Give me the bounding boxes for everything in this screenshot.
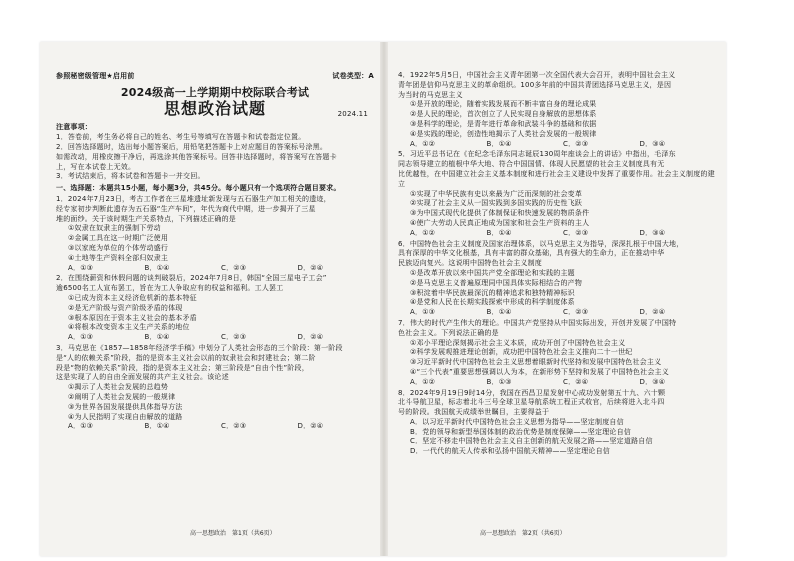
page-fold [380, 42, 388, 556]
question [56, 274, 374, 343]
question-stem: 7．伟大的时代产生伟大的理论。中国共产党坚持从中国实际出发，开创并发展了中国特 [398, 318, 677, 327]
question-stem: 为当时的马克思主义 [398, 90, 463, 99]
question-option: ②是马克思主义普遍原理同中国具体实际相结合的产物 [410, 278, 583, 287]
subject-title-row [56, 98, 374, 118]
answer-choice: C．②③ [563, 308, 589, 317]
question-option: C．坚定不移走中国特色社会主义自主创新的航天发展之路——坚定道路自信 [410, 437, 653, 446]
answer-choices [56, 264, 374, 274]
question-stem: 号的阶段。我国航天成绩举世瞩目，主要得益于 [398, 408, 550, 417]
question-option: B．党的领导和新型举国体制的政治优势是制度保障——坚定理论自信 [410, 427, 632, 436]
answer-choice: A．①② [410, 377, 436, 386]
question-stem: 青年团是信仰马克思主义的革命组织。100多年前的中国共青团选择马克思主义，是因 [398, 80, 672, 89]
instructions-heading: 注意事项： [56, 123, 92, 132]
question-option: ①是开放的理论，随着实践发展而不断丰富自身的理论成果 [410, 100, 597, 109]
question [398, 71, 716, 149]
answer-choice: D．②④ [639, 308, 666, 317]
answer-choice: B．①④ [486, 228, 512, 237]
answer-choice: D．②④ [297, 333, 324, 342]
question [56, 344, 374, 432]
answer-choice: A．①③ [68, 263, 94, 272]
question-option: A．以习近平新时代中国特色社会主义思想为指导——坚定制度自信 [410, 417, 624, 426]
question-option: ③为世界各国发展提供具体指导方法 [68, 402, 183, 411]
answer-choice: A．①③ [68, 333, 94, 342]
question-stem: 4．1922年5月5日，中国社会主义青年团第一次全国代表大会召开，表明中国社会主义 [398, 71, 676, 79]
answer-choice: D．③④ [639, 139, 666, 148]
answer-choice: D．②④ [297, 422, 324, 431]
question-option: ③以家庭为单位的个体劳动盛行 [68, 243, 169, 252]
question-stem: 8．2024年9月19日9时14分，我国在西昌卫星发射中心成功发射第五十九、六十颗 [398, 388, 666, 397]
answer-choices [398, 140, 716, 150]
footer-right: 高一思想政治 第2页（共6页） [480, 530, 566, 537]
answer-choice: A．①② [410, 139, 436, 148]
instructions [56, 123, 374, 182]
question-stem: 3．马克思在《1857—1858年经济学手稿》中划分了人类社会形态的三个阶段：第一阶段 [56, 343, 343, 352]
right-questions [398, 71, 716, 457]
answer-choices [398, 378, 716, 388]
question-stem: 堆的面纱。关于该时期生产关系特点，下列描述正确的是 [56, 214, 236, 223]
question [398, 150, 716, 238]
question-option: ④使广大劳动人民真正地成为国家和社会生产资料的主人 [410, 218, 590, 227]
answer-choice: C．②③ [221, 333, 247, 342]
page-left [56, 72, 374, 432]
question-stem: 2．在围绕薪资和休假问题的谈判破裂后，2024年7月8日，韩国“全国三星电子工会” [56, 274, 327, 283]
instruction-line: 3．考试结束后，将本试卷和答题卡一并交回。 [56, 172, 205, 181]
answer-choice: B．①④ [144, 333, 170, 342]
question-option: ②金属工具在这一时期广泛使用 [68, 234, 169, 243]
question-stem: 这是实现了人的自由全面发展的共产主义社会。该论述 [56, 373, 229, 382]
section-heading: 一、选择题：本题共15小题，每小题3分，共45分。每小题只有一个选项符合题目要求。 [56, 184, 341, 193]
question-option: ①揭示了人类社会发展的总趋势 [68, 383, 169, 392]
question-stem: 同志领导建立的植根中华大地、符合中国国情、体现人民愿望的社会主义制度具有无 [398, 160, 665, 169]
question-stem: 色社会主义。下列说法正确的是 [398, 328, 499, 337]
answer-choice: C．②③ [563, 228, 589, 237]
question [398, 319, 716, 388]
question-option: ③积淀着中华民族最深沉的精神追求和独特精神标识 [410, 288, 575, 297]
answer-choice: B．①④ [486, 139, 512, 148]
answer-choices [56, 422, 374, 432]
instruction-line: 如需改动，用橡皮擦干净后，再选涂其他答案标号。回答非选择题时，将答案写在答题卡 [56, 152, 337, 161]
left-questions [56, 195, 374, 432]
answer-choice: D．③④ [639, 228, 666, 237]
question-option: ②阐明了人类社会发展的一般规律 [68, 392, 176, 401]
question-stem: 经专家初步判断此遗存为五石器“生产车间”，年代为商代中期，进一步揭开了三星 [56, 204, 316, 213]
question-option: ③是科学的理论，是青年进行革命和武装斗争的基础和依据 [410, 119, 597, 128]
question-option: ④为人民指明了实现自由解放的道路 [68, 412, 183, 421]
answer-choices [398, 308, 716, 318]
question-option: ③为中国式现代化提供了体制保证和快速发展的物质条件 [410, 209, 590, 218]
answer-choice: A．①② [410, 228, 436, 237]
question-option: ③习近平新时代中国特色社会主义思想着眼新时代坚持和发展中国特色社会主义 [410, 358, 662, 367]
answer-choice: C．②④ [563, 377, 589, 386]
answer-choice: C．②③ [563, 139, 589, 148]
page-header [56, 72, 374, 82]
question-stem: 具有深厚的中华文化根基，具有丰富的群众基础，具有强大的生命力，正在推动中华 [398, 249, 665, 258]
question [398, 389, 716, 458]
question-option: ④是实践的理论，创造性地揭示了人类社会发展的一般规律 [410, 129, 597, 138]
question [398, 240, 716, 318]
question-stem: 5．习近平总书记在《在纪念毛泽东同志诞辰130周年座谈会上的讲话》中指出，毛泽东 [398, 150, 676, 159]
question-option: D．一代代的航天人传承和弘扬中国航天精神——坚定理论自信 [410, 447, 610, 456]
question-option: ④土地等生产资料全部归奴隶主 [68, 253, 169, 262]
instruction-line: 1．答卷前，考生务必将自己的姓名、考生号等填写在答题卡和试卷指定位置。 [56, 133, 306, 142]
answer-choice: B．①④ [144, 263, 170, 272]
question-stem: 段是“物的依赖关系”阶段，指的是资本主义社会；第三阶段是“自由个性”阶段， [56, 363, 309, 372]
answer-choices [398, 229, 716, 239]
exam-title: 2024级高一上学期期中校际联合考试 [120, 85, 310, 99]
question-stem: 是“人的依赖关系”阶段，指的是资本主义社会以前的奴隶社会和封建社会；第二阶 [56, 353, 316, 362]
page-right [398, 70, 716, 457]
question-option: ④将根本改变资本主义生产关系的地位 [68, 323, 190, 332]
answer-choices [56, 333, 374, 343]
answer-choice: B．①④ [486, 308, 512, 317]
instruction-line: 上，写在本试卷上无效。 [56, 162, 136, 171]
question [56, 195, 374, 273]
question-option: ①已成为资本主义经济危机新的基本特征 [68, 293, 197, 302]
answer-choice: B．①④ [144, 422, 170, 431]
question-option: ②实现了社会主义从一国实践到多国实践的历史性飞跃 [410, 199, 583, 208]
answer-choice: B．①③ [486, 377, 512, 386]
question-stem: 1．2024年7月23日，考古工作者在三星堆遗址新发现与五石器生产加工相关的遗迹， [56, 194, 331, 203]
question-option: ②是人民的理论，首次创立了人民实现自身解放的思想体系 [410, 110, 597, 119]
answer-choice: C．②③ [221, 422, 247, 431]
subject-title: 思想政治试题 [163, 98, 266, 118]
question-option: ④是党和人民在长期实践探索中形成的科学制度体系 [410, 298, 575, 307]
answer-choice: C．②③ [221, 263, 247, 272]
question-option: ①邓小平理论深刻揭示社会主义本质，成功开创了中国特色社会主义 [410, 338, 626, 347]
question-stem: 比优越性，在中国建立社会主义基本制度和进行社会主义建设中发挥了重要作用。社会主义制度的建立 [398, 169, 715, 188]
answer-choice: D．③④ [639, 377, 666, 386]
instruction-line: 2．回答选择题时，选出每小题答案后，用铅笔把答题卡上对应题目的答案标号涂黑。 [56, 142, 328, 151]
question-option: ②科学发展观推进理论创新，成功把中国特色社会主义推向二十一世纪 [410, 348, 633, 357]
footer-left: 高一思想政治 第1页（共6页） [190, 530, 276, 537]
answer-choice: A．①③ [410, 308, 436, 317]
question-stem: 6．中国特色社会主义制度及国家治理体系，以马克思主义为指导，深深扎根于中国大地， [398, 239, 684, 248]
question-option: ③根本原因在于资本主义社会的基本矛盾 [68, 313, 197, 322]
question-option: ①奴隶在奴隶主的强制下劳动 [68, 224, 161, 233]
exam-type-label: 试卷类型：A [332, 72, 374, 80]
question-option: ①是改革开放以来中国共产党全部理论和实践的主题 [410, 268, 575, 277]
question-stem: 民族迈向复兴。这说明中国特色社会主义制度 [398, 259, 542, 268]
question-option: ①实现了中华民族有史以来最为广泛而深刻的社会变革 [410, 189, 583, 198]
question-option: ②是无产阶级与资产阶级矛盾的体现 [68, 303, 183, 312]
exam-date: 2024.11 [337, 109, 368, 118]
answer-choice: A．①③ [68, 422, 94, 431]
secret-label: 参照秘密级管理★启用前 [56, 72, 135, 80]
question-stem: 逾6500名工人宣布罢工，旨在为工人争取应有的权益和福利。工人罢工 [56, 284, 284, 293]
answer-choice: D．②④ [297, 263, 324, 272]
question-stem: 北斗导航卫星，标志着北斗三号全球卫星导航系统工程正式收官，后续将进入北斗四 [398, 398, 665, 407]
question-option: ④“三个代表”重要思想强调以人为本，在新形势下坚持和发展了中国特色社会主义 [410, 367, 669, 376]
